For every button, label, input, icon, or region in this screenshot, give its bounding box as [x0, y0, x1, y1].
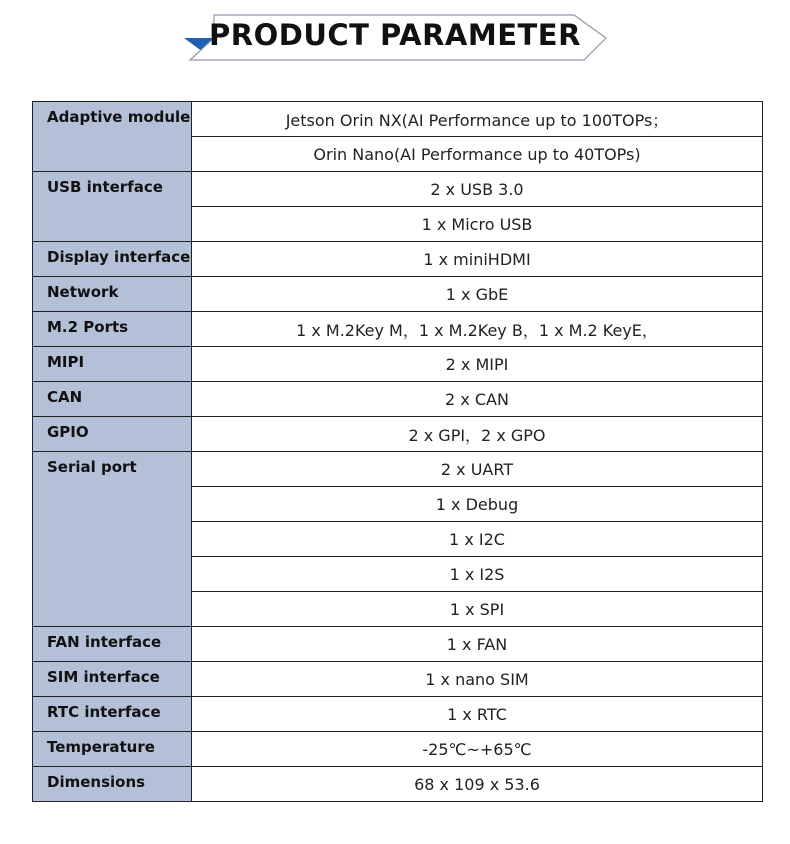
parameter-label: Temperature — [33, 732, 192, 767]
table-row — [33, 452, 763, 487]
table-row — [33, 627, 763, 662]
parameter-value: 1 x Debug — [192, 487, 763, 522]
parameter-value: 1 x Micro USB — [192, 207, 763, 242]
parameter-label: RTC interface — [33, 697, 192, 732]
parameter-value: 1 x FAN — [192, 627, 763, 662]
parameter-value: 1 x M.2Key M，1 x M.2Key B，1 x M.2 KeyE， — [192, 312, 763, 347]
parameter-label: Dimensions — [33, 767, 192, 802]
parameter-value: 1 x RTC — [192, 697, 763, 732]
parameter-label: FAN interface — [33, 627, 192, 662]
parameter-value: 1 x I2C — [192, 522, 763, 557]
table-row — [33, 172, 763, 207]
parameter-value: 1 x I2S — [192, 557, 763, 592]
parameter-label: Serial port — [33, 452, 192, 627]
parameter-table — [32, 101, 763, 802]
parameter-label: Adaptive module — [33, 102, 192, 172]
parameter-value: 1 x miniHDMI — [192, 242, 763, 277]
parameter-value: 2 x MIPI — [192, 347, 763, 382]
parameter-value: 2 x USB 3.0 — [192, 172, 763, 207]
table-row — [33, 382, 763, 417]
page-title: PRODUCT PARAMETER — [209, 18, 581, 52]
table-row — [33, 242, 763, 277]
table-row — [33, 662, 763, 697]
parameter-value: Orin Nano(AI Performance up to 40TOPs) — [192, 137, 763, 172]
parameter-label: MIPI — [33, 347, 192, 382]
table-row — [33, 732, 763, 767]
parameter-value: 68 x 109 x 53.6 — [192, 767, 763, 802]
parameter-value: 1 x GbE — [192, 277, 763, 312]
table-row — [33, 697, 763, 732]
parameter-label: Display interface — [33, 242, 192, 277]
parameter-value: 2 x UART — [192, 452, 763, 487]
table-row — [33, 347, 763, 382]
parameter-value: 2 x CAN — [192, 382, 763, 417]
parameter-value: Jetson Orin NX(AI Performance up to 100TOPs； — [192, 102, 763, 137]
parameter-value: 1 x nano SIM — [192, 662, 763, 697]
title-banner — [0, 0, 790, 70]
parameter-label: Network — [33, 277, 192, 312]
parameter-label: GPIO — [33, 417, 192, 452]
parameter-value: -25℃~+65℃ — [192, 732, 763, 767]
parameter-label: M.2 Ports — [33, 312, 192, 347]
table-row — [33, 417, 763, 452]
table-row — [33, 277, 763, 312]
table-row — [33, 312, 763, 347]
parameter-label: SIM interface — [33, 662, 192, 697]
parameter-value: 1 x SPI — [192, 592, 763, 627]
table-row — [33, 767, 763, 802]
parameter-label: USB interface — [33, 172, 192, 242]
table-row — [33, 102, 763, 137]
parameter-value: 2 x GPI，2 x GPO — [192, 417, 763, 452]
parameter-label: CAN — [33, 382, 192, 417]
